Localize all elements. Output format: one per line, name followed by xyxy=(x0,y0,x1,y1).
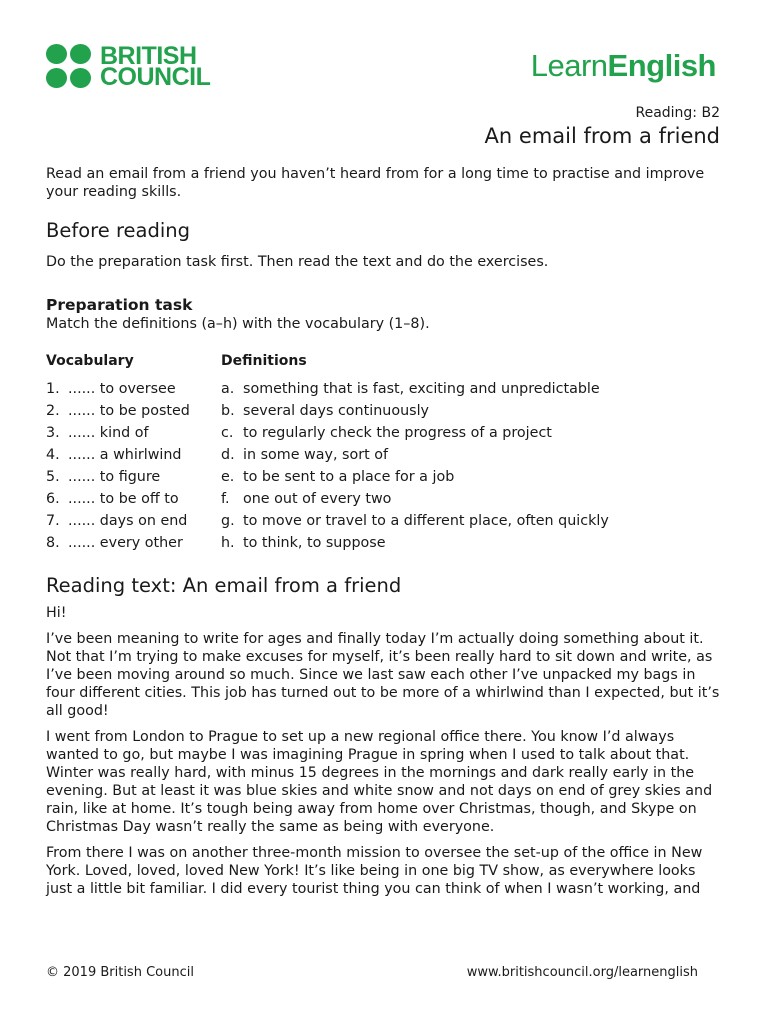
vocabulary-item xyxy=(46,378,221,400)
preparation-heading: Preparation task xyxy=(46,296,193,314)
logo-line-2: COUNCIL xyxy=(100,62,211,91)
vocabulary-item-marker: 3. xyxy=(46,425,60,441)
definition-item-text: one out of every two xyxy=(243,491,392,507)
reading-paragraph: From there I was on another three-month mission to oversee the set-up of the office in New York. Loved, loved, loved New York! It’s like being in one big TV show, as everywhere looks just a little bit familiar. I did every tourist thing you can think of when I wasn’t working, and xyxy=(46,845,703,897)
vocabulary-item-text: ...... to figure xyxy=(68,469,161,485)
vocabulary-item-marker: 1. xyxy=(46,381,60,397)
definitions-column xyxy=(221,352,722,554)
intro-text: Read an email from a friend you haven’t heard from for a long time to practise and improve your reading skills. xyxy=(46,166,705,200)
vocabulary-item-marker: 5. xyxy=(46,469,60,485)
definition-item xyxy=(221,488,722,510)
vocabulary-item-text: ...... to be posted xyxy=(68,403,190,419)
main-content xyxy=(46,165,722,906)
definition-item-text: something that is fast, exciting and unpredictable xyxy=(243,381,600,397)
definition-item-marker: f. xyxy=(221,491,230,507)
learnenglish-logo xyxy=(531,48,716,84)
definition-item-text: several days continuously xyxy=(243,403,430,419)
vocabulary-item xyxy=(46,510,221,532)
reading-paragraph: I went from London to Prague to set up a new regional office there. You know I’d always wanted to go, but maybe I was imagining Prague in spring when I used to talk about that. Winter was really hard, with minus 15 degrees in the mornings and dark really early in the evening. But at least it was blue skies and white snow and not days on end of grey skies and rain, like at home. It’s tough being away from home over Christmas, though, and Skype on Christmas Day wasn’t really the same as being with everyone. xyxy=(46,729,713,835)
definition-item xyxy=(221,378,722,400)
vocabulary-item xyxy=(46,488,221,510)
reading-paragraph: I’ve been meaning to write for ages and finally today I’m actually doing something about it. Not that I’m trying to make excuses for myself, it’s been really hard to sit down and write, as I’ve been moving around so much. Since we last saw each other I’ve unpacked my bags in four different cities. This job has turned out to be more of a whirlwind than I expected, but it’s all good! xyxy=(46,631,720,719)
definition-item-text: to think, to suppose xyxy=(243,535,386,551)
reading-greeting: Hi! xyxy=(46,605,67,621)
definition-item xyxy=(221,510,722,532)
vocabulary-item-marker: 4. xyxy=(46,447,60,463)
vocabulary-item-marker: 6. xyxy=(46,491,60,507)
vocabulary-list xyxy=(46,378,221,554)
footer-url[interactable]: www.britishcouncil.org/learnenglish xyxy=(466,965,698,980)
vocabulary-item-text: ...... to oversee xyxy=(68,381,176,397)
vocabulary-item-text: ...... a whirlwind xyxy=(68,447,182,463)
definition-item xyxy=(221,466,722,488)
definition-item-marker: a. xyxy=(221,381,235,397)
learn-logo-bold: English xyxy=(607,48,716,83)
level-label: Reading: B2 xyxy=(635,105,720,121)
definition-item-marker: e. xyxy=(221,469,235,485)
vocabulary-item-marker: 8. xyxy=(46,535,60,551)
definition-item xyxy=(221,422,722,444)
logo-line-1: BRITISH xyxy=(100,41,197,70)
vocabulary-item xyxy=(46,400,221,422)
definition-item-text: to move or travel to a different place, often quickly xyxy=(243,513,609,529)
definition-item-marker: g. xyxy=(221,513,235,529)
definition-item-text: to regularly check the progress of a project xyxy=(243,425,552,441)
vocabulary-header: Vocabulary xyxy=(46,353,134,369)
definition-item xyxy=(221,532,722,554)
footer-copyright: © 2019 British Council xyxy=(46,965,194,980)
vocabulary-item-text: ...... every other xyxy=(68,535,183,551)
definition-item-text: in some way, sort of xyxy=(243,447,389,463)
british-council-dots-icon xyxy=(46,44,94,89)
definition-item-marker: c. xyxy=(221,425,234,441)
british-council-logo xyxy=(46,41,211,91)
before-reading-heading: Before reading xyxy=(46,219,191,242)
vocabulary-item xyxy=(46,444,221,466)
vocabulary-item xyxy=(46,466,221,488)
reading-body xyxy=(46,630,722,898)
vocabulary-item-text: ...... days on end xyxy=(68,513,188,529)
vocabulary-item-text: ...... to be off to xyxy=(68,491,179,507)
definition-item-marker: d. xyxy=(221,447,235,463)
vocabulary-item xyxy=(46,422,221,444)
vocabulary-item-marker: 2. xyxy=(46,403,60,419)
definition-item xyxy=(221,400,722,422)
learn-logo-regular: Learn xyxy=(530,48,608,83)
vocabulary-item xyxy=(46,532,221,554)
definition-item xyxy=(221,444,722,466)
before-reading-text: Do the preparation task first. Then read the text and do the exercises. xyxy=(46,254,549,270)
vocabulary-column xyxy=(46,352,221,554)
preparation-text: Match the definitions (a–h) with the vocabulary (1–8). xyxy=(46,316,430,332)
definitions-list xyxy=(221,378,722,554)
british-council-wordmark xyxy=(100,41,211,91)
definition-item-text: to be sent to a place for a job xyxy=(243,469,455,485)
vocabulary-item-text: ...... kind of xyxy=(68,425,149,441)
definitions-header: Definitions xyxy=(221,353,307,369)
reading-heading: Reading text: An email from a friend xyxy=(46,574,402,597)
vocabulary-table xyxy=(46,352,722,554)
vocabulary-item-marker: 7. xyxy=(46,513,60,529)
document-title: An email from a friend xyxy=(484,124,720,148)
definition-item-marker: b. xyxy=(221,403,235,419)
definition-item-marker: h. xyxy=(221,535,235,551)
